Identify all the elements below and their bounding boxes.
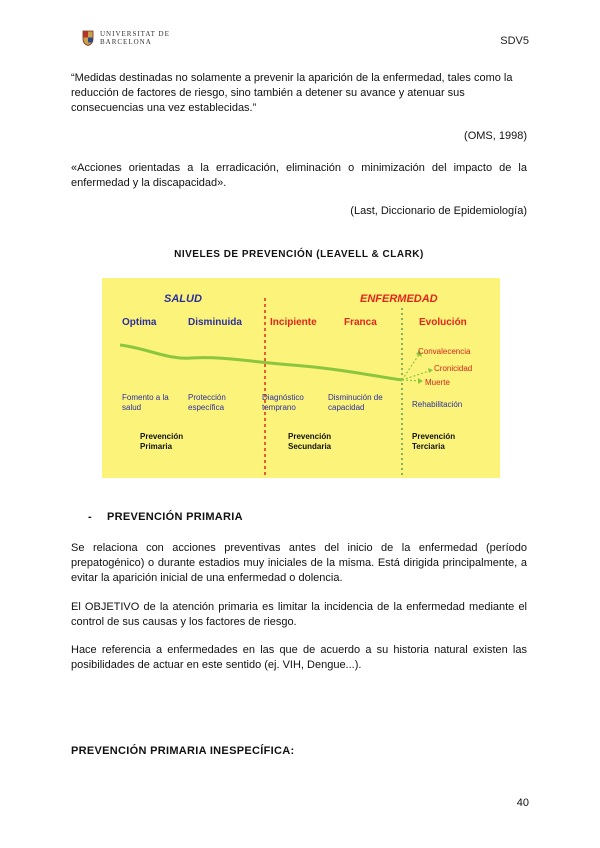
logo-line-1: UNIVERSITAT DE	[100, 30, 170, 38]
section1-paragraph-3: Hace referencia a enfermedades en las que de acuerdo a su historia natural existen las posibilidades de actuar en este sentido (ej. VIH, Dengue...).	[71, 644, 527, 671]
diagram-title: NIVELES DE PREVENCIÓN (LEAVELL & CLARK)	[174, 249, 424, 260]
section1-bullet: -	[88, 511, 92, 523]
outcome-convalecencia: Convalecencia	[418, 347, 471, 356]
section1-paragraph-1: Se relaciona con acciones preventivas antes del inicio de la enfermedad (período prepatogénico) o durante estadios muy iniciales de la misma. Está dirigida principalmente, a evitar la aparición inicial de una enfermedad o dolencia.	[71, 542, 527, 584]
muerte-arrowhead	[418, 378, 423, 384]
disease-curve	[120, 345, 402, 380]
section1-heading: PREVENCIÓN PRIMARIA	[107, 511, 243, 523]
stage-evolucion: Evolución	[419, 317, 467, 328]
university-crest-icon	[82, 30, 94, 46]
outcome-cronicidad: Cronicidad	[434, 364, 473, 373]
action-disminucion: Disminución de capacidad	[328, 393, 383, 412]
stage-optima: Optima	[122, 317, 157, 328]
section2-heading: PREVENCIÓN PRIMARIA INESPECÍFICA:	[71, 745, 295, 757]
level-terciaria: Prevención Terciaria	[412, 432, 456, 451]
page-number: 40	[516, 797, 529, 809]
section1-paragraph-2: El OBJETIVO de la atención primaria es limitar la incidencia de la enfermedad mediante el control de sus causas y los factores de riesgo.	[71, 601, 527, 628]
action-diagnostico: Diagnóstico temprano	[262, 393, 304, 412]
university-logo	[82, 30, 170, 46]
action-fomento: Fomento a la salud	[122, 393, 169, 412]
quote-oms-source: (OMS, 1998)	[464, 130, 527, 142]
logo-line-2: BARCELONA	[100, 38, 152, 46]
document-code: SDV5	[500, 35, 529, 47]
cronicidad-arrowhead	[428, 368, 433, 373]
quote-last-text: «Acciones orientadas a la erradicación, eliminación o minimización del impacto de la enfermedad y la discapacidad».	[71, 162, 527, 189]
level-secundaria: Prevención Secundaria	[288, 432, 332, 451]
action-rehabilitacion: Rehabilitación	[412, 400, 463, 409]
level-primaria: Prevención Primaria	[140, 432, 184, 451]
prevention-levels-diagram	[102, 278, 500, 478]
convalecencia-arrow	[402, 353, 420, 380]
stage-disminuida: Disminuida	[188, 317, 242, 328]
quote-oms-text: “Medidas destinadas no solamente a prevenir la aparición de la enfermedad, tales como la reducción de factores de riesgo, sino también a detener su avance y atenuar sus consecuencias una vez establecidas.”	[71, 72, 513, 114]
stage-franca: Franca	[344, 317, 377, 328]
quote-last-source: (Last, Diccionario de Epidemiología)	[350, 205, 527, 217]
salud-label: SALUD	[164, 293, 202, 305]
logo-text	[100, 30, 170, 46]
stage-incipiente: Incipiente	[270, 317, 317, 328]
outcome-muerte: Muerte	[425, 378, 450, 387]
enfermedad-label: ENFERMEDAD	[360, 293, 438, 305]
action-proteccion: Protección específica	[188, 393, 226, 412]
